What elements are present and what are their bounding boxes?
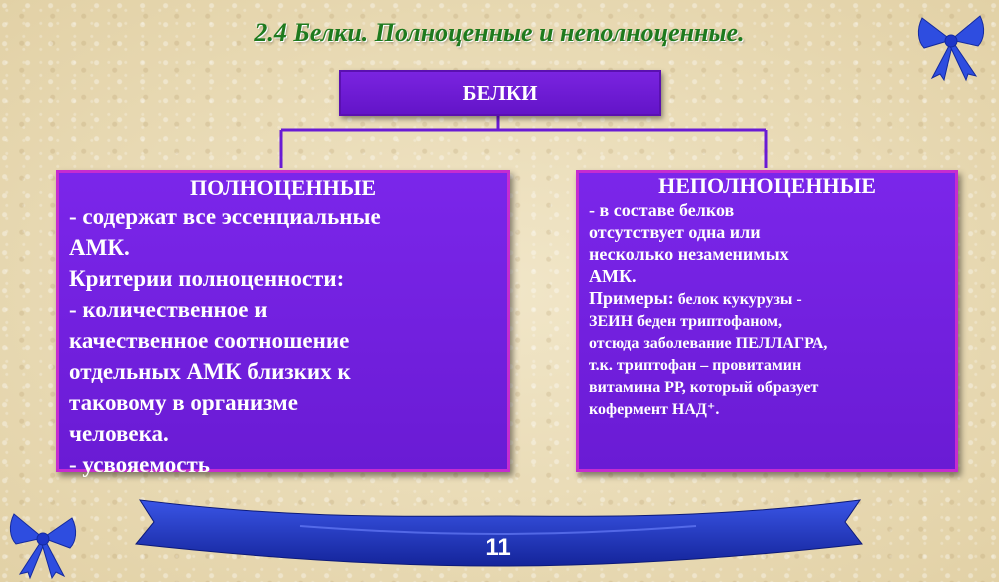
complete-proteins-heading: ПОЛНОЦЕННЫЕ [189,175,377,200]
left-line: человека. [69,421,169,446]
left-line: качественное соотношение [69,328,350,353]
right-line: АМК. [589,266,637,286]
left-line: таковому в организме [69,390,298,415]
examples-line: витамина РР, который образует [589,379,819,396]
examples-line: отсюда заболевание ПЕЛЛАГРА, [589,335,828,352]
right-line: - в составе белков [589,200,735,220]
left-line: - усвояемость [69,452,210,477]
incomplete-proteins-heading: НЕПОЛНОЦЕННЫЕ [658,173,876,198]
left-line: Критерии полноценности: [69,266,345,291]
slide-title: 2.4 Белки. Полноценные и неполноценные. [254,18,745,47]
examples-line: т.к. триптофан – провитамин [589,357,802,374]
examples-text: белок кукурузы - [673,291,802,308]
right-line: несколько незаменимых [589,244,789,264]
left-line: - количественное и [69,297,268,322]
examples-label: Примеры: [589,288,674,308]
left-line: отдельных АМК близких к [69,359,351,384]
left-line: АМК. [69,235,130,260]
examples-line: ЗЕИН беден триптофаном, [589,313,783,330]
examples-line: кофермент НАД⁺. [589,401,720,418]
page-number: 11 [485,534,511,561]
root-node-label: БЕЛКИ [462,80,538,105]
blue-bow-icon [910,2,992,82]
left-line: - содержат все эссенциальные [69,204,381,229]
blue-bow-icon [2,500,84,580]
right-line: отсутствует одна или [589,222,761,242]
